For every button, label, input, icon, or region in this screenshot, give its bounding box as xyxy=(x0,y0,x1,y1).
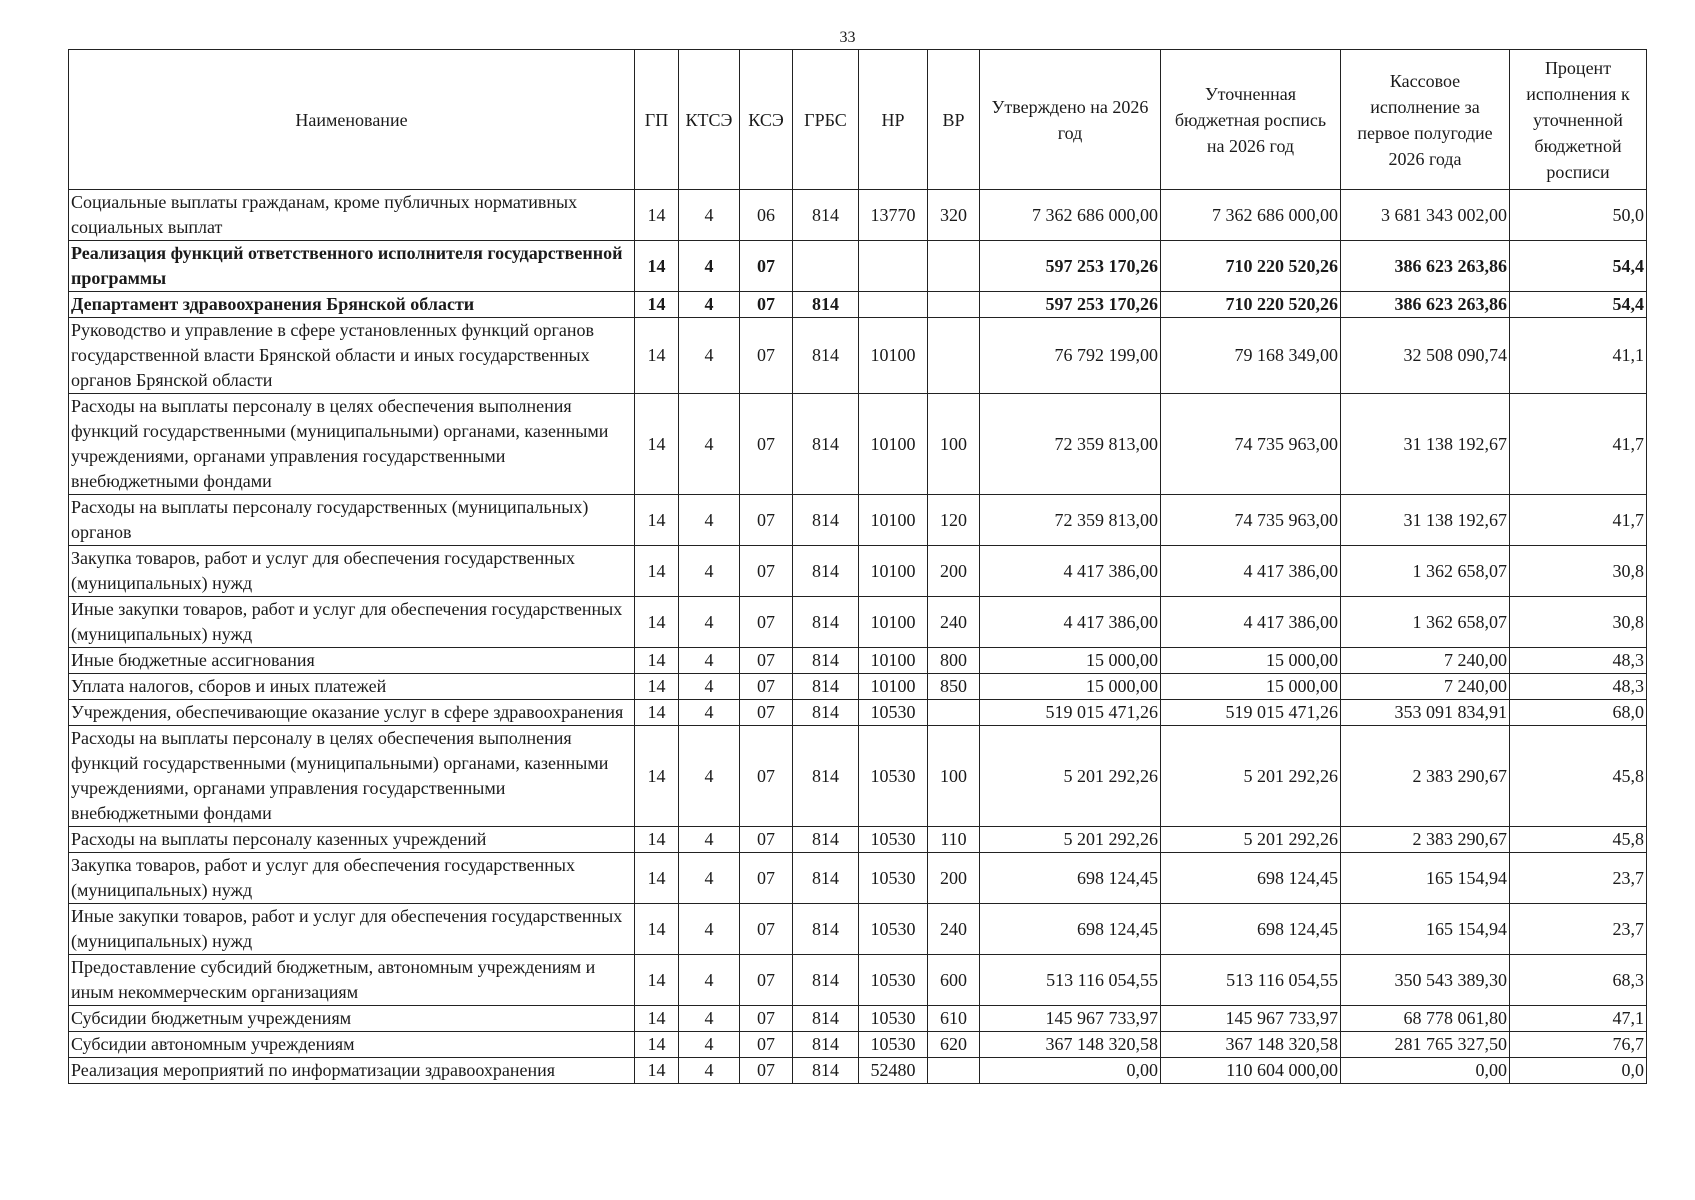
cell-name: Иные закупки товаров, работ и услуг для обеспечения государственных (муниципальных) нужд xyxy=(69,904,635,955)
cell-refined: 7 362 686 000,00 xyxy=(1161,190,1341,241)
cell-gp: 14 xyxy=(635,1006,679,1032)
cell-gp: 14 xyxy=(635,726,679,827)
cell-kse: 07 xyxy=(740,674,793,700)
cell-name: Реализация функций ответственного исполнителя государственной программы xyxy=(69,241,635,292)
cell-nr: 10530 xyxy=(859,904,928,955)
cell-ktse: 4 xyxy=(679,495,740,546)
cell-nr: 10530 xyxy=(859,853,928,904)
cell-executed: 2 383 290,67 xyxy=(1341,827,1510,853)
cell-gp: 14 xyxy=(635,853,679,904)
cell-vr: 320 xyxy=(928,190,980,241)
cell-executed: 386 623 263,86 xyxy=(1341,292,1510,318)
cell-name: Расходы на выплаты персоналу государственных (муниципальных) органов xyxy=(69,495,635,546)
cell-executed: 32 508 090,74 xyxy=(1341,318,1510,394)
cell-vr: 240 xyxy=(928,597,980,648)
cell-vr xyxy=(928,700,980,726)
cell-refined: 698 124,45 xyxy=(1161,904,1341,955)
table-row xyxy=(69,700,1647,726)
cell-refined: 79 168 349,00 xyxy=(1161,318,1341,394)
cell-percent: 0,0 xyxy=(1510,1058,1647,1084)
cell-vr xyxy=(928,318,980,394)
cell-refined: 74 735 963,00 xyxy=(1161,394,1341,495)
table-row xyxy=(69,1006,1647,1032)
cell-grbs: 814 xyxy=(793,546,859,597)
cell-approved: 4 417 386,00 xyxy=(980,546,1161,597)
cell-nr: 10530 xyxy=(859,827,928,853)
cell-kse: 07 xyxy=(740,597,793,648)
cell-name: Социальные выплаты гражданам, кроме публичных нормативных социальных выплат xyxy=(69,190,635,241)
cell-gp: 14 xyxy=(635,674,679,700)
cell-vr xyxy=(928,1058,980,1084)
cell-percent: 48,3 xyxy=(1510,648,1647,674)
cell-ktse: 4 xyxy=(679,1006,740,1032)
cell-nr: 10530 xyxy=(859,1006,928,1032)
header-ktse: КТСЭ xyxy=(679,50,740,190)
table-row xyxy=(69,318,1647,394)
cell-nr: 10530 xyxy=(859,726,928,827)
cell-grbs: 814 xyxy=(793,190,859,241)
cell-name: Иные закупки товаров, работ и услуг для обеспечения государственных (муниципальных) нужд xyxy=(69,597,635,648)
table-row xyxy=(69,292,1647,318)
cell-refined: 145 967 733,97 xyxy=(1161,1006,1341,1032)
cell-executed: 1 362 658,07 xyxy=(1341,546,1510,597)
cell-gp: 14 xyxy=(635,1058,679,1084)
cell-gp: 14 xyxy=(635,495,679,546)
header-executed: Кассовое исполнение за первое полугодие 2026 года xyxy=(1341,50,1510,190)
cell-percent: 23,7 xyxy=(1510,853,1647,904)
table-row xyxy=(69,1058,1647,1084)
cell-ktse: 4 xyxy=(679,904,740,955)
cell-executed: 7 240,00 xyxy=(1341,648,1510,674)
table-row xyxy=(69,495,1647,546)
cell-refined: 110 604 000,00 xyxy=(1161,1058,1341,1084)
cell-grbs: 814 xyxy=(793,1006,859,1032)
cell-name: Расходы на выплаты персоналу в целях обеспечения выполнения функций государственными (муниципальными) органами, казенными учреждениями, органами управления государственными внебюджетными фондами xyxy=(69,726,635,827)
cell-percent: 68,0 xyxy=(1510,700,1647,726)
cell-approved: 5 201 292,26 xyxy=(980,827,1161,853)
cell-vr: 240 xyxy=(928,904,980,955)
cell-approved: 15 000,00 xyxy=(980,648,1161,674)
cell-ktse: 4 xyxy=(679,394,740,495)
cell-refined: 513 116 054,55 xyxy=(1161,955,1341,1006)
cell-gp: 14 xyxy=(635,394,679,495)
cell-name: Иные бюджетные ассигнования xyxy=(69,648,635,674)
cell-gp: 14 xyxy=(635,1032,679,1058)
cell-refined: 74 735 963,00 xyxy=(1161,495,1341,546)
cell-kse: 07 xyxy=(740,241,793,292)
cell-percent: 45,8 xyxy=(1510,827,1647,853)
cell-nr xyxy=(859,241,928,292)
cell-gp: 14 xyxy=(635,318,679,394)
cell-name: Департамент здравоохранения Брянской области xyxy=(69,292,635,318)
cell-gp: 14 xyxy=(635,700,679,726)
cell-name: Закупка товаров, работ и услуг для обеспечения государственных (муниципальных) нужд xyxy=(69,853,635,904)
cell-ktse: 4 xyxy=(679,1032,740,1058)
cell-kse: 07 xyxy=(740,853,793,904)
header-refined: Уточненная бюджетная роспись на 2026 год xyxy=(1161,50,1341,190)
cell-gp: 14 xyxy=(635,546,679,597)
cell-gp: 14 xyxy=(635,292,679,318)
cell-ktse: 4 xyxy=(679,726,740,827)
table-row xyxy=(69,904,1647,955)
cell-grbs: 814 xyxy=(793,904,859,955)
cell-refined: 710 220 520,26 xyxy=(1161,292,1341,318)
cell-approved: 72 359 813,00 xyxy=(980,495,1161,546)
cell-refined: 5 201 292,26 xyxy=(1161,726,1341,827)
cell-grbs: 814 xyxy=(793,726,859,827)
table-row xyxy=(69,190,1647,241)
cell-nr: 10100 xyxy=(859,648,928,674)
cell-vr: 620 xyxy=(928,1032,980,1058)
cell-grbs: 814 xyxy=(793,1058,859,1084)
cell-nr: 10100 xyxy=(859,495,928,546)
cell-vr: 110 xyxy=(928,827,980,853)
cell-kse: 07 xyxy=(740,1032,793,1058)
cell-name: Субсидии автономным учреждениям xyxy=(69,1032,635,1058)
cell-executed: 0,00 xyxy=(1341,1058,1510,1084)
cell-executed: 7 240,00 xyxy=(1341,674,1510,700)
cell-refined: 519 015 471,26 xyxy=(1161,700,1341,726)
cell-vr xyxy=(928,292,980,318)
cell-kse: 07 xyxy=(740,1058,793,1084)
cell-approved: 698 124,45 xyxy=(980,853,1161,904)
cell-name: Расходы на выплаты персоналу в целях обеспечения выполнения функций государственными (муниципальными) органами, казенными учреждениями, органами управления государственными внебюджетными фондами xyxy=(69,394,635,495)
cell-percent: 50,0 xyxy=(1510,190,1647,241)
cell-percent: 47,1 xyxy=(1510,1006,1647,1032)
cell-ktse: 4 xyxy=(679,241,740,292)
cell-percent: 68,3 xyxy=(1510,955,1647,1006)
cell-refined: 698 124,45 xyxy=(1161,853,1341,904)
page-number: 33 xyxy=(839,29,856,46)
header-gp: ГП xyxy=(635,50,679,190)
cell-gp: 14 xyxy=(635,955,679,1006)
cell-refined: 367 148 320,58 xyxy=(1161,1032,1341,1058)
cell-approved: 513 116 054,55 xyxy=(980,955,1161,1006)
cell-ktse: 4 xyxy=(679,597,740,648)
cell-nr: 10530 xyxy=(859,955,928,1006)
cell-nr: 10100 xyxy=(859,597,928,648)
cell-kse: 06 xyxy=(740,190,793,241)
cell-grbs: 814 xyxy=(793,318,859,394)
cell-kse: 07 xyxy=(740,1006,793,1032)
cell-gp: 14 xyxy=(635,241,679,292)
cell-kse: 07 xyxy=(740,546,793,597)
table-row xyxy=(69,241,1647,292)
cell-grbs: 814 xyxy=(793,394,859,495)
cell-refined: 710 220 520,26 xyxy=(1161,241,1341,292)
cell-percent: 54,4 xyxy=(1510,241,1647,292)
cell-gp: 14 xyxy=(635,597,679,648)
cell-approved: 15 000,00 xyxy=(980,674,1161,700)
cell-percent: 54,4 xyxy=(1510,292,1647,318)
cell-executed: 2 383 290,67 xyxy=(1341,726,1510,827)
cell-kse: 07 xyxy=(740,394,793,495)
cell-approved: 72 359 813,00 xyxy=(980,394,1161,495)
cell-executed: 68 778 061,80 xyxy=(1341,1006,1510,1032)
header-name: Наименование xyxy=(69,50,635,190)
cell-percent: 76,7 xyxy=(1510,1032,1647,1058)
cell-vr: 850 xyxy=(928,674,980,700)
cell-name: Руководство и управление в сфере установленных функций органов государственной власти Брянской области и иных государственных органов Брянской области xyxy=(69,318,635,394)
cell-ktse: 4 xyxy=(679,827,740,853)
cell-approved: 7 362 686 000,00 xyxy=(980,190,1161,241)
cell-percent: 30,8 xyxy=(1510,597,1647,648)
cell-executed: 31 138 192,67 xyxy=(1341,394,1510,495)
cell-percent: 41,1 xyxy=(1510,318,1647,394)
cell-kse: 07 xyxy=(740,700,793,726)
cell-approved: 597 253 170,26 xyxy=(980,292,1161,318)
cell-name: Расходы на выплаты персоналу казенных учреждений xyxy=(69,827,635,853)
cell-grbs: 814 xyxy=(793,648,859,674)
cell-ktse: 4 xyxy=(679,292,740,318)
cell-nr: 10530 xyxy=(859,1032,928,1058)
table-body xyxy=(69,190,1647,1084)
table-row xyxy=(69,853,1647,904)
cell-percent: 41,7 xyxy=(1510,394,1647,495)
cell-refined: 15 000,00 xyxy=(1161,674,1341,700)
cell-refined: 5 201 292,26 xyxy=(1161,827,1341,853)
cell-approved: 76 792 199,00 xyxy=(980,318,1161,394)
cell-nr: 13770 xyxy=(859,190,928,241)
cell-gp: 14 xyxy=(635,190,679,241)
cell-name: Субсидии бюджетным учреждениям xyxy=(69,1006,635,1032)
cell-percent: 48,3 xyxy=(1510,674,1647,700)
table-header-row xyxy=(69,50,1647,190)
cell-kse: 07 xyxy=(740,955,793,1006)
cell-ktse: 4 xyxy=(679,1058,740,1084)
cell-ktse: 4 xyxy=(679,318,740,394)
table-row xyxy=(69,726,1647,827)
cell-ktse: 4 xyxy=(679,546,740,597)
cell-vr: 610 xyxy=(928,1006,980,1032)
cell-ktse: 4 xyxy=(679,190,740,241)
cell-refined: 15 000,00 xyxy=(1161,648,1341,674)
cell-vr: 120 xyxy=(928,495,980,546)
cell-nr: 10100 xyxy=(859,674,928,700)
cell-ktse: 4 xyxy=(679,674,740,700)
cell-ktse: 4 xyxy=(679,700,740,726)
table-row xyxy=(69,648,1647,674)
cell-executed: 165 154,94 xyxy=(1341,853,1510,904)
cell-approved: 145 967 733,97 xyxy=(980,1006,1161,1032)
cell-kse: 07 xyxy=(740,648,793,674)
cell-kse: 07 xyxy=(740,318,793,394)
cell-vr xyxy=(928,241,980,292)
cell-approved: 0,00 xyxy=(980,1058,1161,1084)
cell-gp: 14 xyxy=(635,648,679,674)
header-vr: ВР xyxy=(928,50,980,190)
header-kse: КСЭ xyxy=(740,50,793,190)
table-row xyxy=(69,827,1647,853)
cell-percent: 41,7 xyxy=(1510,495,1647,546)
cell-executed: 31 138 192,67 xyxy=(1341,495,1510,546)
cell-name: Предоставление субсидий бюджетным, автономным учреждениям и иным некоммерческим организациям xyxy=(69,955,635,1006)
cell-nr: 10530 xyxy=(859,700,928,726)
cell-executed: 353 091 834,91 xyxy=(1341,700,1510,726)
cell-nr: 10100 xyxy=(859,318,928,394)
cell-ktse: 4 xyxy=(679,853,740,904)
cell-executed: 281 765 327,50 xyxy=(1341,1032,1510,1058)
cell-executed: 386 623 263,86 xyxy=(1341,241,1510,292)
table-row xyxy=(69,1032,1647,1058)
cell-kse: 07 xyxy=(740,904,793,955)
cell-approved: 698 124,45 xyxy=(980,904,1161,955)
cell-percent: 23,7 xyxy=(1510,904,1647,955)
cell-grbs: 814 xyxy=(793,292,859,318)
cell-refined: 4 417 386,00 xyxy=(1161,546,1341,597)
cell-vr: 100 xyxy=(928,726,980,827)
cell-approved: 519 015 471,26 xyxy=(980,700,1161,726)
cell-percent: 30,8 xyxy=(1510,546,1647,597)
cell-grbs: 814 xyxy=(793,955,859,1006)
cell-executed: 1 362 658,07 xyxy=(1341,597,1510,648)
cell-grbs: 814 xyxy=(793,674,859,700)
cell-kse: 07 xyxy=(740,495,793,546)
cell-nr xyxy=(859,292,928,318)
cell-grbs: 814 xyxy=(793,597,859,648)
header-percent: Процент исполнения к уточненной бюджетной росписи xyxy=(1510,50,1647,190)
cell-nr: 10100 xyxy=(859,394,928,495)
cell-approved: 4 417 386,00 xyxy=(980,597,1161,648)
table-row xyxy=(69,394,1647,495)
cell-name: Уплата налогов, сборов и иных платежей xyxy=(69,674,635,700)
cell-grbs: 814 xyxy=(793,827,859,853)
table-row xyxy=(69,955,1647,1006)
cell-executed: 3 681 343 002,00 xyxy=(1341,190,1510,241)
header-grbs: ГРБС xyxy=(793,50,859,190)
cell-grbs: 814 xyxy=(793,853,859,904)
cell-refined: 4 417 386,00 xyxy=(1161,597,1341,648)
cell-grbs: 814 xyxy=(793,1032,859,1058)
cell-name: Закупка товаров, работ и услуг для обеспечения государственных (муниципальных) нужд xyxy=(69,546,635,597)
cell-executed: 165 154,94 xyxy=(1341,904,1510,955)
cell-nr: 10100 xyxy=(859,546,928,597)
cell-vr: 200 xyxy=(928,546,980,597)
cell-nr: 52480 xyxy=(859,1058,928,1084)
cell-kse: 07 xyxy=(740,292,793,318)
cell-grbs xyxy=(793,241,859,292)
cell-gp: 14 xyxy=(635,904,679,955)
cell-approved: 5 201 292,26 xyxy=(980,726,1161,827)
cell-name: Учреждения, обеспечивающие оказание услуг в сфере здравоохранения xyxy=(69,700,635,726)
budget-table xyxy=(68,49,1647,1084)
table-row xyxy=(69,546,1647,597)
cell-kse: 07 xyxy=(740,827,793,853)
cell-kse: 07 xyxy=(740,726,793,827)
header-nr: НР xyxy=(859,50,928,190)
cell-vr: 100 xyxy=(928,394,980,495)
cell-ktse: 4 xyxy=(679,955,740,1006)
cell-vr: 800 xyxy=(928,648,980,674)
cell-vr: 200 xyxy=(928,853,980,904)
cell-grbs: 814 xyxy=(793,700,859,726)
cell-percent: 45,8 xyxy=(1510,726,1647,827)
cell-vr: 600 xyxy=(928,955,980,1006)
header-approved: Утверждено на 2026 год xyxy=(980,50,1161,190)
cell-ktse: 4 xyxy=(679,648,740,674)
cell-approved: 597 253 170,26 xyxy=(980,241,1161,292)
table-row xyxy=(69,674,1647,700)
cell-name: Реализация мероприятий по информатизации здравоохранения xyxy=(69,1058,635,1084)
cell-gp: 14 xyxy=(635,827,679,853)
cell-grbs: 814 xyxy=(793,495,859,546)
cell-executed: 350 543 389,30 xyxy=(1341,955,1510,1006)
table-row xyxy=(69,597,1647,648)
cell-approved: 367 148 320,58 xyxy=(980,1032,1161,1058)
